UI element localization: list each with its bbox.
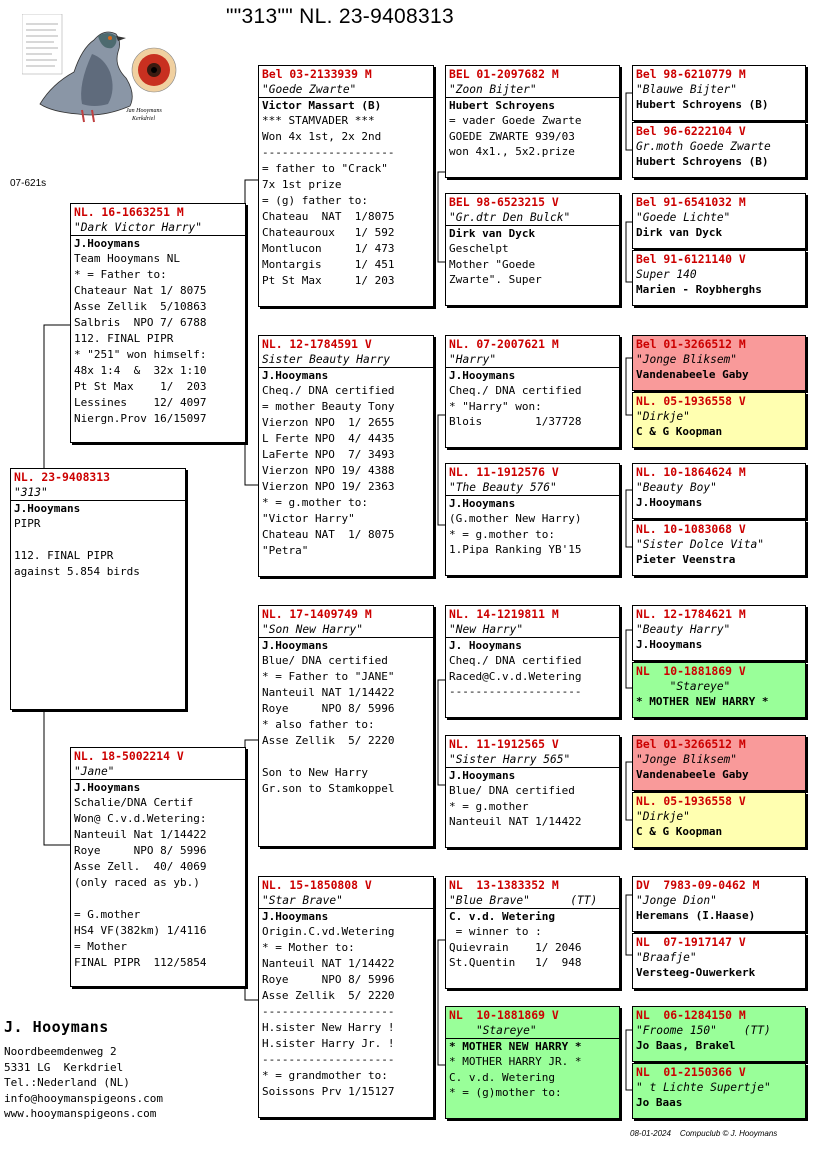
owner: J.Hooymans [636,496,703,509]
great-great-grandparent-card-13[interactable] [632,876,806,932]
pigeon-name: "Braafje" [636,951,697,964]
pigeon-name: "Sister Dolce Vita" [636,538,764,551]
grandparent-card-2[interactable] [258,335,434,577]
ring-number: NL. 16-1663251 M [74,205,184,219]
owner: J.Hooymans [446,767,619,783]
ring-number: NL. 23-9408313 [14,470,111,484]
pigeon-name: "Dark Victor Harry" [74,221,202,234]
ring-number: Bel 91-6541032 M [636,195,746,209]
owner: J.Hooymans [71,779,245,795]
svg-text:Jan Hooymans: Jan Hooymans [126,108,162,114]
svg-text:Kerkdriel: Kerkdriel [132,116,155,122]
great-grandparent-card-1[interactable] [445,65,620,178]
description: Cheq./ DNA certified * "Harry" won: Blois 1/37728 [449,384,582,428]
great-great-grandparent-card-6[interactable] [632,392,806,448]
ring-number: NL. 07-2007621 M [449,337,559,351]
great-great-grandparent-card-11[interactable] [632,735,806,791]
ring-number: NL. 11-1912565 V [449,737,559,751]
owner: Jo Baas, Brakel [636,1039,736,1052]
owner: J.Hooymans [11,500,185,516]
grandparent-card-1[interactable] [258,65,434,307]
ring-number: Bel 96-6222104 V [636,124,746,138]
ring-number: NL. 10-1083068 V [636,522,746,536]
ring-number: NL. 11-1912576 V [449,465,559,479]
pigeon-name: "Dirkje" [636,410,690,423]
owner: Victor Massart (B) [259,97,433,113]
pigeon-name: "Sister Harry 565" [449,753,571,766]
description: PIPR 112. FINAL PIPR against 5.854 birds [14,517,140,578]
ring-number: NL 10-1881869 V [449,1008,559,1022]
ring-number: NL. 10-1864624 M [636,465,746,479]
owner: Vandenabeele Gaby [636,768,749,781]
ring-number: DV 7983-09-0462 M [636,878,760,892]
owner: J.Hooymans [71,235,245,251]
great-grandparent-card-7[interactable] [445,876,620,989]
pedigree-title: ""313"" NL. 23-9408313 [226,5,454,28]
great-great-grandparent-card-4[interactable] [632,250,806,306]
ring-number: NL. 12-1784591 V [262,337,372,351]
reference-code: 07-621s [10,178,47,189]
breeder-website[interactable]: www.hooymanspigeons.com [4,1107,157,1121]
ring-number: NL 07-1917147 V [636,935,746,949]
pigeon-name: "The Beauty 576" [449,481,557,494]
sire-card[interactable] [70,203,246,443]
breeder-info [4,1018,163,1122]
description: Cheq./ DNA certified Raced@C.v.d.Wetering -------------------- [449,654,582,698]
ring-number: NL. 05-1936558 V [636,394,746,408]
great-great-grandparent-card-8[interactable] [632,520,806,576]
great-grandparent-card-3[interactable] [445,335,620,448]
owner: Pieter Veenstra [636,553,736,566]
pigeon-name: "Harry" [449,353,497,366]
owner: * MOTHER NEW HARRY * [636,695,769,708]
pigeon-name: "Beauty Boy" [636,481,717,494]
ring-number: Bel 03-2133939 M [262,67,372,81]
ring-number: Bel 98-6210779 M [636,67,746,81]
great-great-grandparent-card-3[interactable] [632,193,806,249]
great-great-grandparent-card-15[interactable] [632,1006,806,1062]
ring-number: BEL 01-2097682 M [449,67,559,81]
owner: * MOTHER NEW HARRY * [446,1038,619,1054]
breeder-name: J. Hooymans [4,1018,109,1036]
description: Team Hooymans NL * = Father to: Chateaur Nat 1/ 8075 Asse Zellik 5/10863 Salbris NPO 7/ 6788 112. FINAL PIPR * "251" won himself: 48x 1:4 & 32x 1:10 Pt St Max 1/ 203 Lessines 12/ 4097 Niergn.Prov 16/15097 [74,252,207,425]
great-grandparent-card-6[interactable] [445,735,620,848]
description: Blue/ DNA certified * = Father to "JANE" Nanteuil NAT 1/14422 Roye NPO 8/ 5996 * also father to: Asse Zellik 5/ 2220 Son to New Harry Gr.son to Stamkoppel [262,654,395,795]
pigeon-name: "Goede Zwarte" [262,83,357,96]
description: = vader Goede Zwarte GOEDE ZWARTE 939/03 won 4x1., 5x2.prize [449,114,582,158]
dam-card[interactable] [70,747,246,987]
description: Origin.C.vd.Wetering * = Mother to: Nanteuil NAT 1/14422 Roye NPO 8/ 5996 Asse Zellik 5/ 2220 -------------------- H.sister New Harry ! H.sister Harry Jr. ! -------------------- * = grandmother to: Soissons Prv 1/15127 [262,925,395,1098]
description: * MOTHER HARRY JR. * C. v.d. Wetering * = (g)mother to: [449,1055,582,1099]
owner: Dirk van Dyck [636,226,723,239]
pigeon-name: "Dirkje" [636,810,690,823]
owner: J.Hooymans [259,637,433,653]
grandparent-card-4[interactable] [258,876,434,1118]
great-grandparent-card-5[interactable] [445,605,620,718]
ring-number: NL. 14-1219811 M [449,607,559,621]
pigeon-name: "Jonge Bliksem" [636,353,738,366]
pigeon-name: "Froome 150" (TT) [636,1024,771,1037]
pigeon-name: Sister Beauty Harry [262,353,390,366]
pigeon-name: "New Harry" [449,623,524,636]
owner: J.Hooymans [259,908,433,924]
ring-number: NL. 17-1409749 M [262,607,372,621]
ring-number: Bel 01-3266512 M [636,737,746,751]
breeder-city: 5331 LG Kerkdriel [4,1060,124,1074]
owner: C & G Koopman [636,825,723,838]
description: Geschelpt Mother "Goede Zwarte". Super [449,242,542,286]
grandparent-card-3[interactable] [258,605,434,847]
great-great-grandparent-card-16[interactable] [632,1063,806,1119]
ring-number: NL. 18-5002214 V [74,749,184,763]
pigeon-name: "Beauty Harry" [636,623,731,636]
description: Cheq./ DNA certified = mother Beauty Tony Vierzon NPO 1/ 2655 L Ferte NPO 4/ 4435 LaFerte NPO 7/ 3493 Vierzon NPO 19/ 4388 Vierzon NPO 19/ 2363 * = g.mother to: "Victor Harry" Chateau NAT 1/ 8075 "Petra" [262,384,395,557]
owner: J.Hooymans [446,495,619,511]
breeder-address: Noordbeemdenweg 2 [4,1045,117,1058]
owner: Hubert Schroyens (B) [636,155,769,168]
ring-number: NL 13-1383352 M [449,878,559,892]
description: (G.mother New Harry) * = g.mother to: 1.Pipa Ranking YB'15 [449,512,582,556]
pigeon-name: "Jonge Bliksem" [636,753,738,766]
pigeon-name: Super 140 [636,268,697,281]
ring-number: Bel 01-3266512 M [636,337,746,351]
owner: Jo Baas [636,1096,683,1109]
ring-number: NL. 15-1850808 V [262,878,372,892]
pigeon-name: "Jane" [74,765,115,778]
owner: J.Hooymans [636,638,703,651]
ring-number: NL 10-1881869 V [636,664,746,678]
great-great-grandparent-card-14[interactable] [632,933,806,989]
description: Schalie/DNA Certif Won@ C.v.d.Wetering: Nanteuil Nat 1/14422 Roye NPO 8/ 5996 Asse Zell. 40/ 4069 (only raced as yb.) = G.mother HS4 VF(382km) 1/4116 = Mother FINAL PIPR 112/5854 [74,796,207,969]
breeder-telephone: Tel.:Nederland (NL) [4,1076,130,1090]
owner: Hubert Schroyens (B) [636,98,769,111]
owner: Versteeg-Ouwerkerk [636,966,756,979]
owner: J.Hooymans [446,367,619,383]
great-great-grandparent-card-12[interactable] [632,792,806,848]
pigeon-name: "Blue Brave" (TT) [449,894,598,907]
great-great-grandparent-card-2[interactable] [632,122,806,178]
description: = winner to : Quievrain 1/ 2046 St.Quentin 1/ 948 [449,925,582,969]
ring-number: Bel 91-6121140 V [636,252,746,266]
pigeon-name: "Blauwe Bijter" [636,83,738,96]
pigeon-name: " t Lichte Supertje" [636,1081,771,1094]
pigeon-name: "Star Brave" [262,894,343,907]
pigeon-name: "Jonge Dion" [636,894,717,907]
pigeon-name: "313" [14,486,48,499]
great-grandparent-card-2[interactable] [445,193,620,306]
great-grandparent-card-8[interactable] [445,1006,620,1119]
owner: J. Hooymans [446,637,619,653]
pigeon-name: "Gr.dtr Den Bulck" [449,211,571,224]
ring-number: BEL 98-6523215 V [449,195,559,209]
great-grandparent-card-4[interactable] [445,463,620,576]
owner: Hubert Schroyens [446,97,619,113]
ring-number: NL. 12-1784621 M [636,607,746,621]
description: Blue/ DNA certified * = g.mother Nanteuil NAT 1/14422 [449,784,582,828]
pigeon-name: Gr.moth Goede Zwarte [636,140,771,153]
great-great-grandparent-card-5[interactable] [632,335,806,391]
owner: Vandenabeele Gaby [636,368,749,381]
subject-pigeon-card[interactable] [10,468,186,710]
description: *** STAMVADER *** Won 4x 1st, 2x 2nd -------------------- = father to "Crack" 7x 1st prize = (g) father to: Chateau NAT 1/8075 Chateauroux 1/ 592 Montlucon 1/ 473 Montargis 1/ 451 Pt St Max 1/ 203 [262,114,395,287]
pigeon-name: "Goede Lichte" [636,211,731,224]
great-great-grandparent-card-7[interactable] [632,463,806,519]
owner: Marien - Roybherghs [636,283,762,296]
ring-number: NL 06-1284150 M [636,1008,746,1022]
breeder-email[interactable]: info@hooymanspigeons.com [4,1091,163,1105]
owner: Dirk van Dyck [446,225,619,241]
pigeon-name: "Son New Harry" [262,623,364,636]
pigeon-name: "Stareye" [636,680,731,693]
ring-number: NL 01-2150366 V [636,1065,746,1079]
footer-date-copyright: 08-01-2024 Compuclub © J. Hooymans [630,1129,778,1138]
owner: Heremans (I.Haase) [636,909,756,922]
pigeon-name: "Stareye" [449,1024,537,1037]
pigeon-name: "Zoon Bijter" [449,83,537,96]
great-great-grandparent-card-10[interactable] [632,662,806,718]
great-great-grandparent-card-9[interactable] [632,605,806,661]
owner: J.Hooymans [259,367,433,383]
ring-number: NL. 05-1936558 V [636,794,746,808]
great-great-grandparent-card-1[interactable] [632,65,806,121]
owner: C. v.d. Wetering [446,908,619,924]
owner: C & G Koopman [636,425,723,438]
